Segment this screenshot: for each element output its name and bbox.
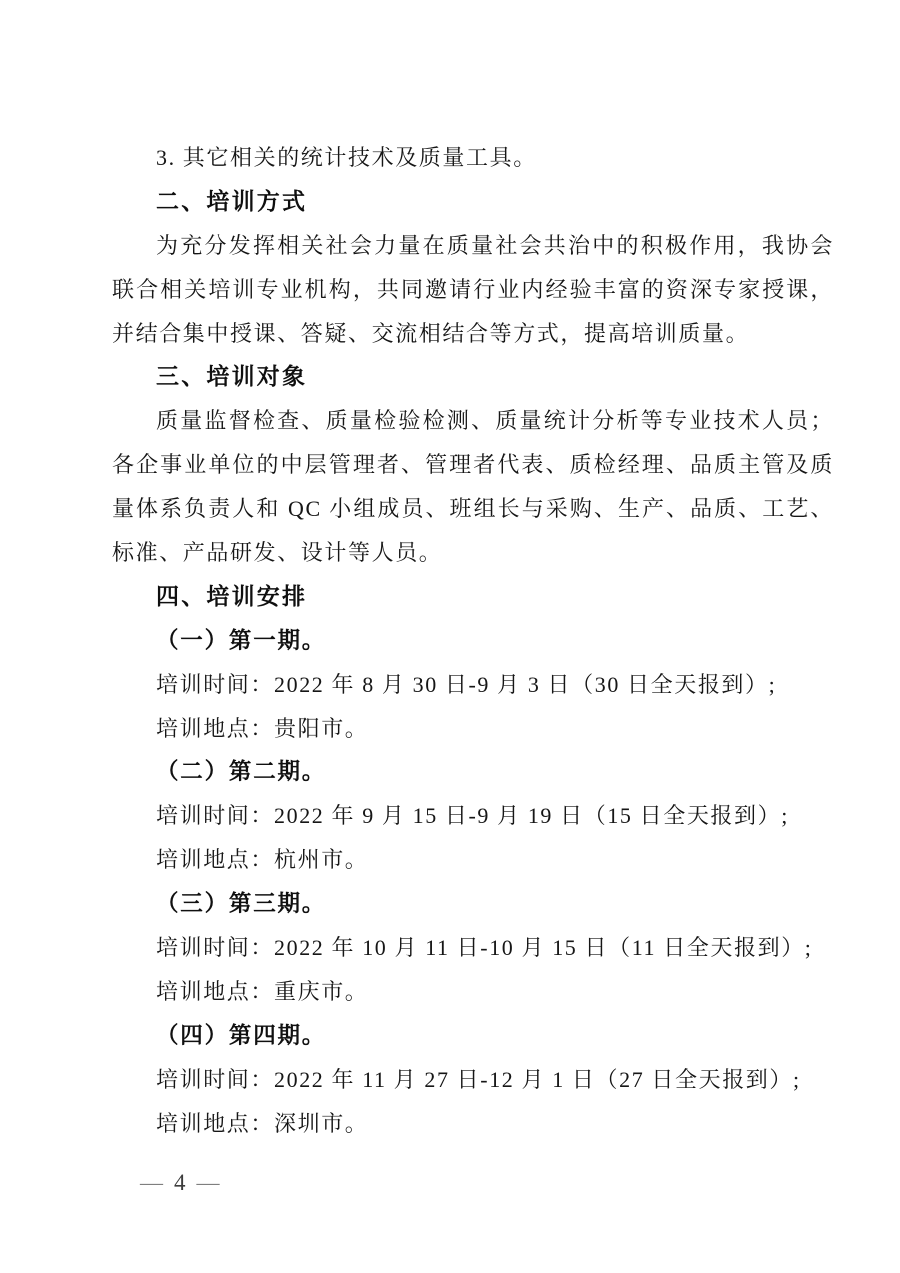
paragraph-line: 质量监督检查、质量检验检测、质量统计分析等专业技术人员； (156, 408, 834, 434)
session-3-time: 培训时间：2022 年 10 月 11 日-10 月 15 日（11 日全天报到）; (156, 935, 813, 961)
section-heading-4-schedule: 四、培训安排 (156, 582, 308, 609)
section-heading-3-audience: 三、培训对象 (156, 363, 308, 390)
paragraph-line: 为充分发挥相关社会力量在质量社会共治中的积极作用，我协会 (156, 232, 834, 258)
section-heading-2-method: 二、培训方式 (156, 187, 308, 214)
paragraph-line: 各企事业单位的中层管理者、管理者代表、质检经理、品质主管及质 (112, 452, 834, 478)
session-1-time: 培训时间：2022 年 8 月 30 日-9 月 3 日（30 日全天报到）; (156, 671, 777, 697)
page-footer (140, 1169, 220, 1197)
paragraph-line: 量体系负责人和 QC 小组成员、班组长与采购、生产、品质、工艺、 (112, 496, 834, 522)
session-2-location: 培训地点：杭州市。 (156, 847, 369, 873)
footer-dash-left: — (140, 1170, 163, 1195)
footer-dash-right: — (196, 1170, 220, 1195)
sub-heading-session-1: （一）第一期。 (156, 627, 327, 653)
session-1-location: 培训地点：贵阳市。 (156, 715, 369, 741)
sub-heading-session-3: （三）第三期。 (156, 891, 327, 917)
footer-page-number: 4 (174, 1170, 186, 1195)
session-4-time: 培训时间：2022 年 11 月 27 日-12 月 1 日（27 日全天报到）; (156, 1066, 801, 1092)
document-content (112, 136, 834, 1145)
numbered-item-3: 3. 其它相关的统计技术及质量工具。 (156, 145, 537, 170)
session-2-time: 培训时间：2022 年 9 月 15 日-9 月 19 日（15 日全天报到）; (156, 803, 789, 829)
sub-heading-session-4: （四）第四期。 (156, 1022, 327, 1048)
session-3-location: 培训地点：重庆市。 (156, 978, 369, 1004)
session-4-location: 培训地点：深圳市。 (156, 1110, 369, 1136)
paragraph-line: 并结合集中授课、答疑、交流相结合等方式，提高培训质量。 (112, 320, 750, 346)
paragraph-line: 标准、产品研发、设计等人员。 (112, 540, 443, 566)
paragraph-line: 联合相关培训专业机构，共同邀请行业内经验丰富的资深专家授课， (112, 276, 834, 302)
sub-heading-session-2: （二）第二期。 (156, 759, 327, 785)
